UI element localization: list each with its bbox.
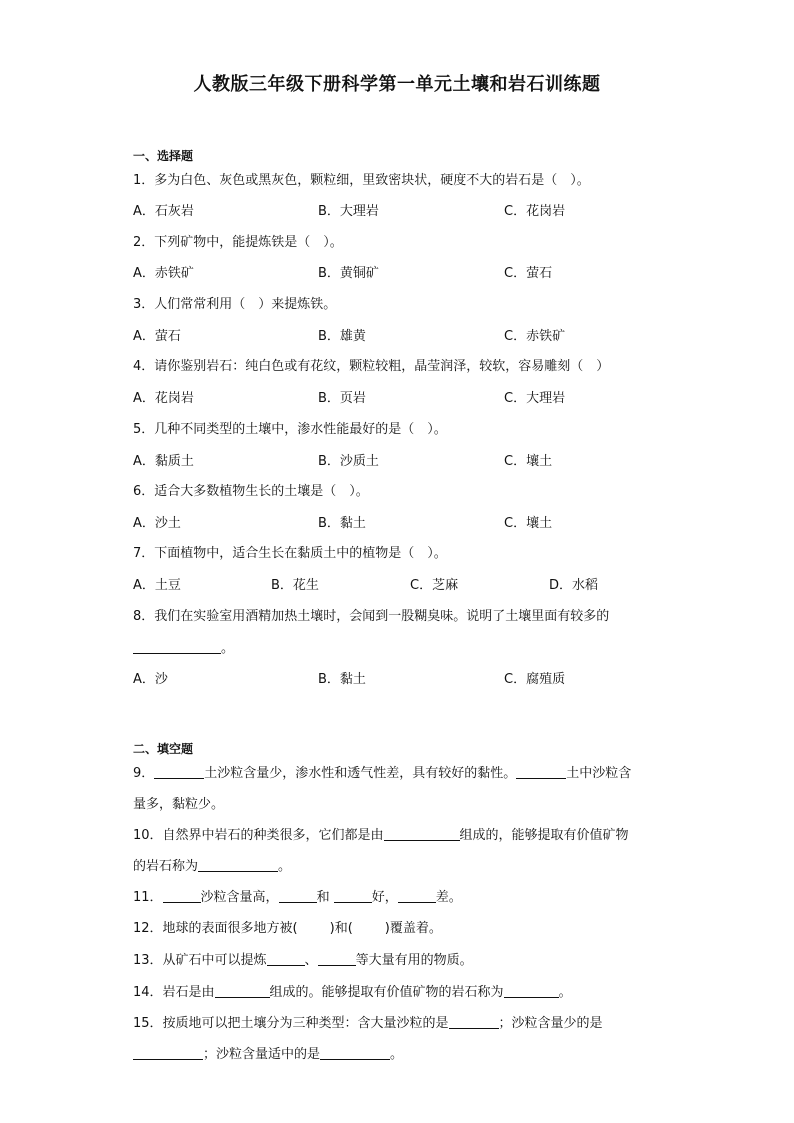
question-8-line-2: 。 [133, 640, 234, 658]
q8-option-b: B．黏土 [318, 672, 366, 687]
answer-blank[interactable] [133, 1046, 203, 1060]
answer-blank[interactable] [504, 984, 559, 998]
q8-option-a: A．沙 [133, 672, 168, 687]
question-2: 2．下列矿物中，能提炼铁是（ ）。 [133, 235, 343, 250]
q2-option-b: B．黄铜矿 [318, 266, 379, 281]
q5-option-b: B．沙质土 [318, 454, 379, 469]
question-10: 10．自然界中岩石的种类很多，它们都是由 组成的，能够提取有价值矿物 [133, 828, 629, 843]
answer-blank[interactable] [267, 952, 305, 966]
question-10-line-2: 的岩石称为 。 [133, 859, 292, 874]
q7-option-d: D．水稻 [549, 578, 599, 593]
question-15: 15．按质地可以把土壤分为三种类型：含大量沙粒的是 ；沙粒含量少的是 [133, 1016, 603, 1031]
question-1: 1．多为白色、灰色或黑灰色，颗粒细，里致密块状，硬度不大的岩石是（ ）。 [133, 173, 590, 188]
q5-option-a: A．黏质土 [133, 454, 194, 469]
answer-blank[interactable] [133, 640, 221, 654]
answer-blank[interactable] [279, 889, 317, 903]
q7-option-a: A．土豆 [133, 578, 181, 593]
q6-option-b: B．黏土 [318, 516, 366, 531]
q7-option-b: B．花生 [271, 578, 319, 593]
question-11: 11． 沙粒含量高， 和 好， 差。 [133, 890, 462, 905]
q3-option-c: C．赤铁矿 [504, 329, 566, 344]
q1-option-a: A．石灰岩 [133, 204, 194, 219]
answer-blank[interactable] [516, 765, 566, 779]
question-4: 4．请你鉴别岩石：纯白色或有花纹，颗粒较粗，晶莹润泽，较软，容易雕刻（ ） [133, 359, 610, 374]
answer-blank[interactable] [163, 889, 201, 903]
question-6: 6．适合大多数植物生长的土壤是（ ）。 [133, 484, 369, 499]
question-15-line-2: ；沙粒含量适中的是 。 [133, 1046, 403, 1064]
q1-option-b: B．大理岩 [318, 204, 379, 219]
answer-blank[interactable] [398, 889, 436, 903]
question-8: 8．我们在实验室用酒精加热土壤时，会闻到一股糊臭味。说明了土壤里面有较多的 [133, 609, 610, 624]
q6-option-a: A．沙土 [133, 516, 181, 531]
answer-blank[interactable] [198, 858, 278, 872]
answer-blank[interactable] [384, 827, 460, 841]
q2-option-c: C．萤石 [504, 266, 553, 281]
question-3: 3．人们常常利用（ ）来提炼铁。 [133, 297, 337, 312]
q4-option-a: A．花岗岩 [133, 391, 194, 406]
question-12: 12．地球的表面很多地方被( )和( )覆盖着。 [133, 921, 442, 936]
answer-blank[interactable] [318, 952, 356, 966]
page-title: 人教版三年级下册科学第一单元土壤和岩石训练题 [193, 74, 601, 95]
section-heading-choice: 一、选择题 [133, 149, 194, 163]
answer-blank[interactable] [449, 1015, 499, 1029]
q4-option-c: C．大理岩 [504, 391, 566, 406]
answer-blank[interactable] [215, 984, 270, 998]
question-9: 9． 土沙粒含量少，渗水性和透气性差，具有较好的黏性。 土中沙粒含 [133, 766, 632, 781]
question-7: 7．下面植物中，适合生长在黏质土中的植物是（ ）。 [133, 546, 447, 561]
section-heading-fill-blank: 二、填空题 [133, 742, 194, 756]
question-9-line-2: 量多，黏粒少。 [133, 797, 225, 812]
q4-option-b: B．页岩 [318, 391, 366, 406]
question-5: 5．几种不同类型的土壤中，渗水性能最好的是（ ）。 [133, 422, 447, 437]
answer-blank[interactable] [154, 765, 204, 779]
question-13: 13．从矿石中可以提炼 、 等大量有用的物质。 [133, 953, 473, 968]
q6-option-c: C．壤土 [504, 516, 553, 531]
q8-option-c: C．腐殖质 [504, 672, 566, 687]
q7-option-c: C．芝麻 [410, 578, 459, 593]
q1-option-c: C．花岗岩 [504, 204, 566, 219]
q2-option-a: A．赤铁矿 [133, 266, 194, 281]
q5-option-c: C．壤土 [504, 454, 553, 469]
q3-option-b: B．雄黄 [318, 329, 366, 344]
question-14: 14．岩石是由 组成的。能够提取有价值矿物的岩石称为 。 [133, 985, 572, 1000]
answer-blank[interactable] [320, 1046, 390, 1060]
q3-option-a: A．萤石 [133, 329, 181, 344]
answer-blank[interactable] [334, 889, 372, 903]
